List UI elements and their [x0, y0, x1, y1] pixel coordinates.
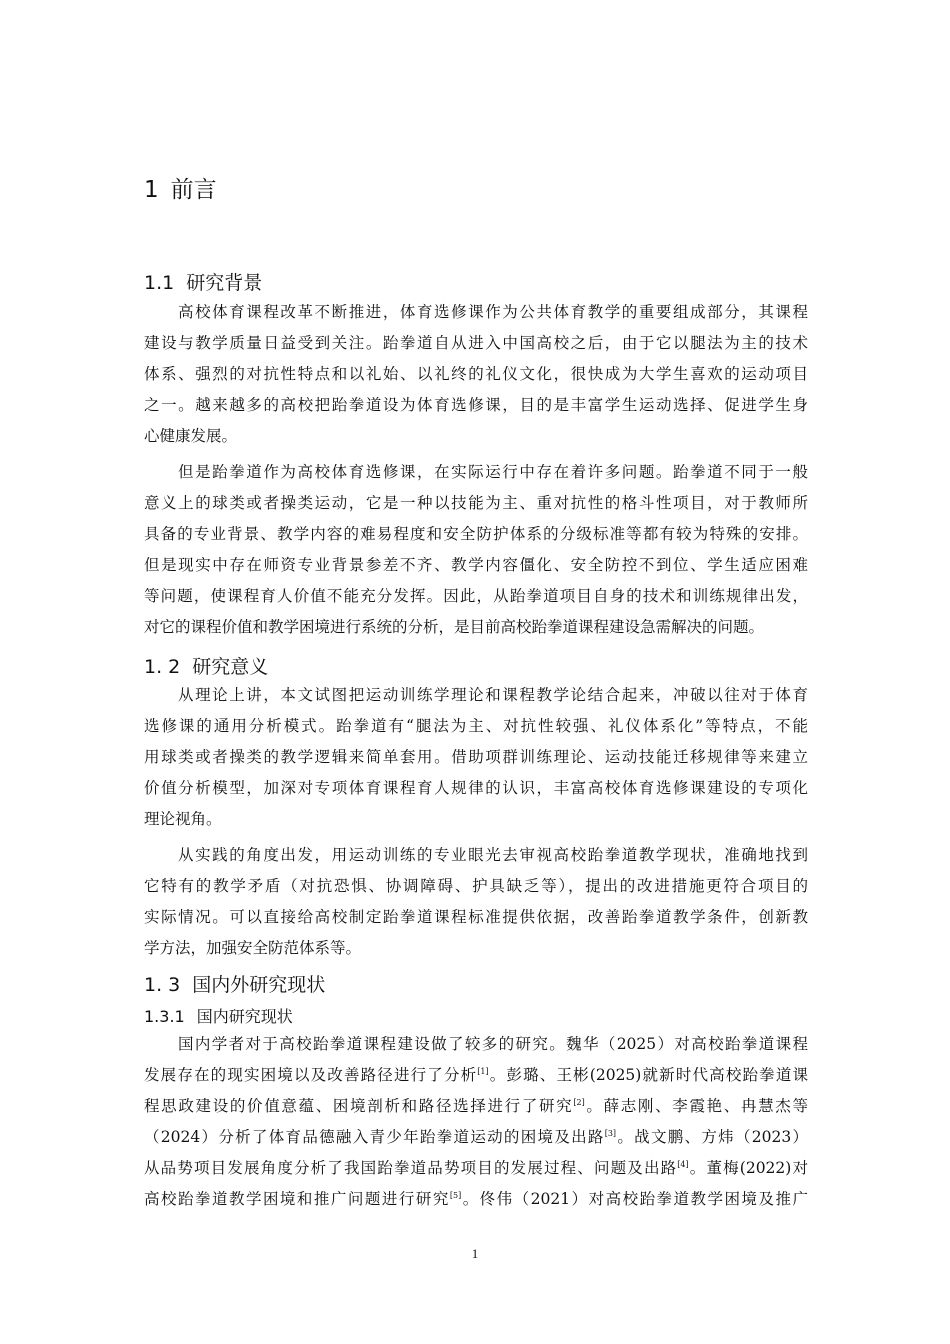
subsection-number: 1.3.1: [144, 1007, 185, 1026]
text-line: 体系、强烈的对抗性特点和以礼始、以礼终的礼仪文化，很快成为大学生喜欢的运动项目: [144, 365, 808, 383]
text-line: 但是跆拳道作为高校体育选修课，在实际运行中存在着许多问题。跆拳道不同于一般: [178, 463, 808, 481]
citation-ref[interactable]: [1]: [477, 1066, 489, 1076]
text-run: 。彭璐、王彬(2025)就新时代高校跆拳道课: [488, 1066, 808, 1084]
text-line: 选修课的通用分析模式。跆拳道有“腿法为主、对抗性较强、礼仪体系化”等特点，不能: [144, 717, 808, 735]
text-line: 理论视角。: [144, 810, 222, 828]
text-line: 用球类或者操类的教学逻辑来简单套用。借助项群训练理论、运动技能迁移规律等来建立: [144, 748, 808, 766]
text-run: 。战文鹏、方炜（2023）: [616, 1128, 808, 1146]
section-number: 1. 3: [144, 974, 181, 996]
section-title: 国内外研究现状: [192, 974, 326, 996]
paragraph-domestic-research: [144, 1029, 808, 1215]
page-number: 1: [471, 1246, 479, 1261]
section-heading-1-2: [144, 652, 268, 679]
chapter-heading: [144, 171, 217, 204]
paragraph-significance-1: [144, 680, 808, 835]
citation-ref[interactable]: [4]: [677, 1159, 689, 1169]
text-line: 从实践的角度出发，用运动训练的专业眼光去审视高校跆拳道教学现状，准确地找到: [178, 846, 808, 864]
text-line: 它特有的教学矛盾（对抗恐惧、协调障碍、护具缺乏等），提出的改进措施更符合项目的: [144, 877, 808, 895]
section-title: 研究意义: [192, 656, 269, 678]
text-line: 意义上的球类或者操类运动，它是一种以技能为主、重对抗性的格斗性项目，对于教师所: [144, 494, 808, 512]
section-number: 1. 2: [144, 656, 181, 678]
text-line: 心健康发展。: [144, 427, 238, 445]
text-line: [144, 1184, 808, 1215]
text-line: [144, 1122, 808, 1153]
citation-ref[interactable]: [5]: [449, 1190, 462, 1200]
text-run: 国内学者对于高校跆拳道课程建设做了较多的研究。魏华（2025）对高校跆拳道课程: [178, 1035, 808, 1053]
text-run: 。薛志刚、李霞艳、冉慧杰等: [584, 1097, 808, 1115]
text-line: 高校体育课程改革不断推进，体育选修课作为公共体育教学的重要组成部分，其课程: [178, 303, 808, 321]
paragraph-background-2: [144, 457, 808, 643]
subsection-title: 国内研究现状: [196, 1007, 293, 1026]
text-line: [144, 1029, 808, 1060]
text-run: 程思政建设的价值意蕴、困境剖析和路径选择进行了研究: [144, 1097, 574, 1115]
section-title: 研究背景: [186, 272, 263, 294]
text-line: [144, 1153, 808, 1184]
text-run: 高校跆拳道教学困境和推广问题进行研究: [144, 1190, 450, 1208]
chapter-number: 1: [144, 177, 159, 203]
text-line: 具备的专业背景、教学内容的难易程度和安全防护体系的分级标准等都有较为特殊的安排。: [144, 525, 808, 543]
text-run: 发展存在的现实困境以及改善路径进行了分析: [144, 1066, 478, 1084]
text-line: 之一。越来越多的高校把跆拳道设为体育选修课，目的是丰富学生运动选择、促进学生身: [144, 396, 808, 414]
section-heading-1-1: [144, 268, 262, 295]
text-line: [144, 1060, 808, 1091]
text-line: 学方法，加强安全防范体系等。: [144, 939, 362, 957]
text-run: 。佟伟（2021）对高校跆拳道教学困境及推广: [461, 1190, 808, 1208]
section-heading-1-3: [144, 970, 325, 997]
text-line: 但是现实中存在师资专业背景参差不齐、教学内容僵化、安全防控不到位、学生适应困难: [144, 556, 808, 574]
paragraph-significance-2: [144, 840, 808, 964]
text-line: 对它的课程价值和教学困境进行系统的分析，是目前高校跆拳道课程建设急需解决的问题。: [144, 618, 765, 636]
text-line: 建设与教学质量日益受到关注。跆拳道自从进入中国高校之后，由于它以腿法为主的技术: [144, 334, 808, 352]
text-run: 从品势项目发展角度分析了我国跆拳道品势项目的发展过程、问题及出路: [144, 1159, 678, 1177]
text-run: （2024）分析了体育品德融入青少年跆拳道运动的困境及出路: [144, 1128, 605, 1146]
paragraph-background-1: [144, 297, 808, 452]
text-line: 等问题，使课程育人价值不能充分发挥。因此，从跆拳道项目自身的技术和训练规律出发，: [144, 587, 808, 605]
section-number: 1.1: [144, 272, 175, 294]
citation-ref[interactable]: [2]: [573, 1097, 585, 1107]
text-line: [144, 1091, 808, 1122]
text-line: 价值分析模型，加深对专项体育课程育人规律的认识，丰富高校体育选修课建设的专项化: [144, 779, 808, 797]
text-line: 实际情况。可以直接给高校制定跆拳道课程标准提供依据，改善跆拳道教学条件，创新教: [144, 908, 808, 926]
text-run: 。董梅(2022)对: [688, 1159, 808, 1177]
chapter-title: 前言: [170, 177, 217, 203]
subsection-heading-1-3-1: [144, 1004, 293, 1027]
citation-ref[interactable]: [3]: [604, 1128, 617, 1138]
text-line: 从理论上讲，本文试图把运动训练学理论和课程教学论结合起来，冲破以往对于体育: [178, 686, 808, 704]
